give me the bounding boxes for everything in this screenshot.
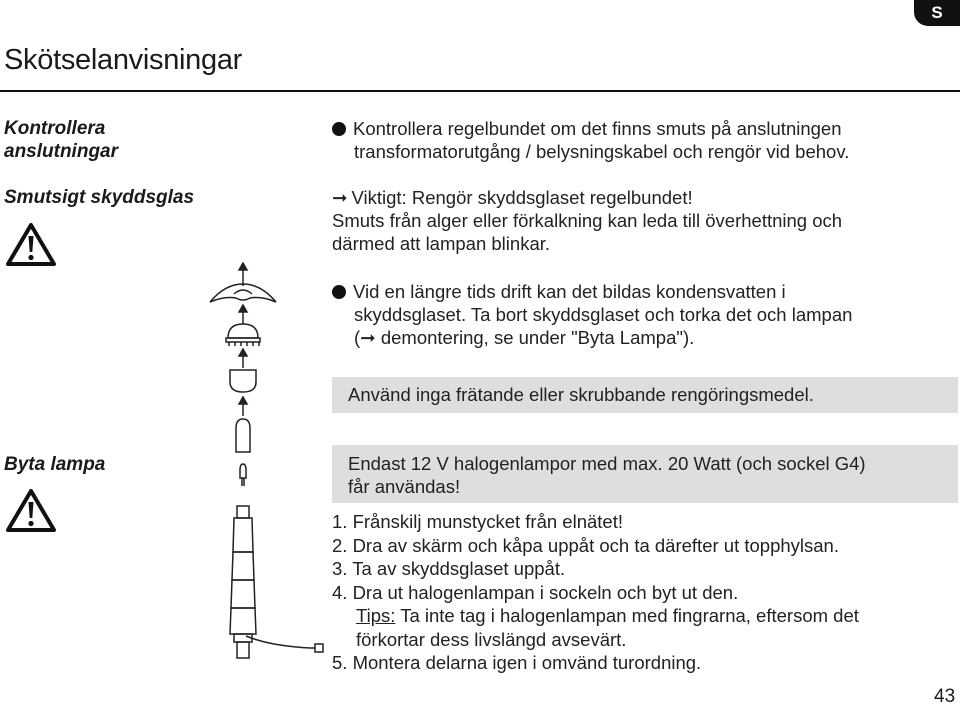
- dirty-glass-important-text: [332, 186, 842, 255]
- check-connection-text: [332, 117, 849, 163]
- label-line: anslutningar: [4, 141, 119, 162]
- lamp-cover: [226, 324, 260, 346]
- paren-open: (: [354, 327, 361, 348]
- protective-glass: [236, 419, 250, 452]
- page-number: 43: [934, 686, 956, 707]
- arrow-up-icon: [239, 349, 247, 368]
- halogen-notice: [332, 445, 958, 503]
- notice-text: Använd inga frätande eller skrubbande rengöringsmedel.: [348, 384, 814, 405]
- arrow-right-icon: ➞: [360, 327, 376, 348]
- list-item: 3. Ta av skyddsglaset uppåt.: [332, 558, 566, 579]
- lamp-exploded-diagram: [190, 262, 340, 682]
- text-line: Smuts från alger eller förkalkning kan leda till överhettning och: [332, 210, 843, 231]
- arrow-up-icon: [239, 397, 247, 416]
- section-label-change-lamp: Byta lampa: [4, 454, 106, 475]
- halogen-bulb: [240, 464, 246, 486]
- text-line: [332, 326, 852, 349]
- cross-reference-text: demontering, se under "Byta Lampa").: [375, 327, 695, 348]
- warning-triangle-icon: [5, 221, 57, 267]
- cleaning-agent-notice: [332, 377, 958, 413]
- list-item: 1. Frånskilj munstycket från elnätet!: [332, 511, 623, 532]
- text-line: transformatorutgång / belysningskabel och rengör vid behov.: [354, 141, 850, 162]
- text-line: Viktigt: Rengör skyddsglaset regelbundet!: [351, 187, 693, 208]
- bullet-dot-icon: [332, 122, 346, 136]
- tips-label: Tips:: [356, 605, 396, 626]
- list-item: 4. Dra ut halogenlampan i sockeln och byt ut den.: [332, 581, 739, 603]
- section-label-check-connection: [4, 117, 118, 163]
- text-line: skyddsglaset. Ta bort skyddsglaset och torka det och lampan: [354, 304, 853, 325]
- lamp-shade: [210, 284, 276, 302]
- arrow-up-icon: [239, 305, 247, 324]
- arrow-right-icon: ➞: [332, 187, 348, 208]
- text-line: Kontrollera regelbundet om det finns smuts på anslutningen: [353, 118, 842, 139]
- page-title: Skötselanvisningar: [4, 44, 243, 76]
- arrow-up-icon: [239, 263, 247, 286]
- lamp-change-steps: [332, 510, 859, 675]
- notice-text: får användas!: [348, 476, 461, 497]
- list-item: 2. Dra av skärm och kåpa uppåt och ta därefter ut topphylsan.: [332, 534, 839, 556]
- tips-item: [332, 604, 859, 628]
- notice-text: Endast 12 V halogenlampor med max. 20 Watt (och sockel G4): [348, 453, 866, 474]
- list-item: 5. Montera delarna igen i omvänd turordning.: [332, 652, 702, 673]
- text-line: därmed att lampan blinkar.: [332, 233, 551, 254]
- title-divider: [0, 90, 960, 92]
- text-line: Vid en längre tids drift kan det bildas kondensvatten i: [353, 281, 786, 302]
- language-badge: S: [914, 0, 960, 26]
- tips-text: Ta inte tag i halogenlampan med fingrarna, eftersom det: [395, 605, 859, 626]
- lamp-body: [230, 506, 323, 658]
- top-sleeve: [230, 370, 256, 392]
- label-line: Kontrollera: [4, 118, 106, 139]
- tips-item: förkortar dess livslängd avsevärt.: [356, 628, 627, 650]
- condensation-text: [332, 280, 852, 349]
- warning-triangle-icon: [5, 487, 57, 533]
- section-label-dirty-glass: Smutsigt skyddsglas: [4, 187, 195, 208]
